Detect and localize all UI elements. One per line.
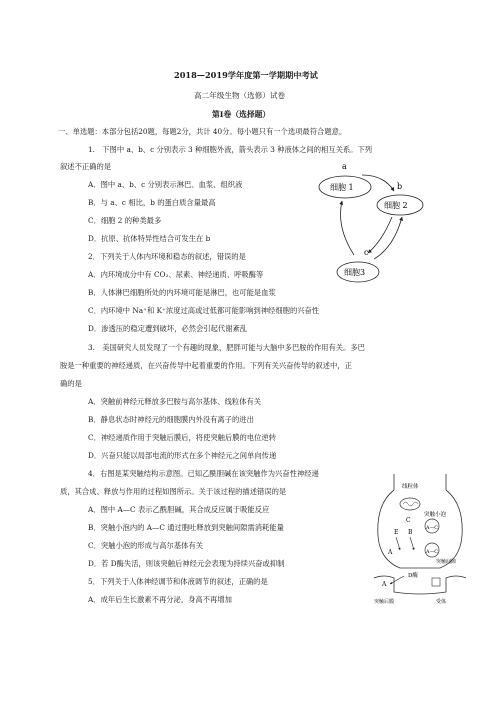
label-ac-1: A—C <box>426 526 438 531</box>
section-title: 第Ⅰ卷（选择题） <box>212 110 271 119</box>
q3-stem-line2: 胺是一种重要的神经递质，在兴奋传导中起着重要的作用。下列有关兴奋传导的叙述中，正 <box>60 361 352 370</box>
q2-option-c: C．内环境中 Na⁺和 K⁺浓度过高或过低都可能影响到神经细胞的兴奋性 <box>88 306 320 315</box>
q5-option-a: A．成年后生长激素不再分泌，身高不再增加 <box>88 595 232 604</box>
label-d-enzyme: D酶 <box>408 573 418 579</box>
arrow-b-c <box>368 217 392 253</box>
exam-subtitle: 高二年级生物（选修）试卷 <box>194 91 286 100</box>
q1-stem-line1: 1. 下图中 a、b、c 分别表示 3 种细胞外液，箭头表示 3 种液体之间的相互关系。下列 <box>88 145 373 154</box>
q4-stem-line1: 4．右图是某突触结构示意图。已知乙酰胆碱在该突触作为兴奋性神经递 <box>88 469 319 478</box>
arrow-c-b <box>374 217 402 259</box>
q3-stem-line1: 3. 美国研究人员发现了一个有趣的现象，肥胖可能与大脑中多巴胺的作用有关。多巴 <box>88 343 365 352</box>
q4-stem-line2: 质，其合成、释放与作用的过程如图所示。关于该过程的描述错误的是 <box>60 487 287 496</box>
q2-option-a: A．内环境成分中有 CO₂、尿素、神经递质、呼吸酶等 <box>88 270 264 279</box>
label-cell1: 细胞 1 <box>330 183 354 192</box>
label-b: B <box>408 529 413 536</box>
arrow-c-a <box>341 201 355 255</box>
q4-option-d: D．若 D酶失活，则该突触后神经元会表现为持续兴奋或抑制 <box>88 559 285 568</box>
label-cleft: 突触间隙 <box>436 559 457 565</box>
label-c: c <box>364 248 369 257</box>
label-e: E <box>394 529 399 536</box>
mitochondrion-cristae <box>403 502 418 506</box>
arrow-e <box>396 537 400 550</box>
q4-option-c: C．突触小泡的形成与高尔基体有关 <box>88 541 204 550</box>
q1-option-c: C．细胞 2 的种类最多 <box>88 216 162 225</box>
q4-option-b: B．突触小泡内的 A—C 通过胞吐释放到突触间隙需消耗能量 <box>88 523 284 532</box>
q3-stem-line3: 确的是 <box>60 379 82 388</box>
label-ac-2: A—C <box>426 550 438 555</box>
q2-option-d: D．渗透压的稳定遭到破坏，必然会引起代谢紊乱 <box>88 324 248 333</box>
q1-option-b: B．与 a、c 相比，b 的蛋白质含量最高 <box>88 198 216 207</box>
label-b: b <box>397 182 403 191</box>
label-mitochondrion: 线粒体 <box>402 484 419 490</box>
label-receptor: 受体 <box>436 599 447 605</box>
q3-option-d: D．兴奋只能以局部电流的形式在多个神经元之间单向传递 <box>88 451 277 460</box>
figure-synapse <box>374 474 466 608</box>
postsynaptic-membrane <box>374 576 466 594</box>
figure-body-fluids <box>304 155 414 285</box>
label-cell3: 细胞3 <box>344 268 366 277</box>
label-postsynaptic: 突触后膜 <box>374 599 395 605</box>
q3-option-c: C．神经递质作用于突触后膜后，将使突触后膜的电位逆转 <box>88 433 277 442</box>
q3-option-b: B．静息状态时神经元的细胞膜内外没有离子的进出 <box>88 415 254 424</box>
instructions: 一、单选题：本部分包括20题，每题2分，共计 40分。每小题只有一个选项最符合题意。 <box>58 127 347 136</box>
q1-option-a: A．图中 a、b、c 分别表示淋巴、血浆、组织液 <box>88 180 243 189</box>
arrow-b <box>410 537 414 550</box>
q2-stem: 2．下列关于人体内环境和稳态的叙述，错误的是 <box>88 252 246 261</box>
receptor <box>432 578 440 586</box>
label-a-2: A <box>382 581 387 588</box>
label-c: C <box>406 517 411 524</box>
q3-option-a: A．突触前神经元释放多巴胺与高尔基体、线粒体有关 <box>88 397 262 406</box>
label-a: a <box>342 162 347 171</box>
q1-option-d: D．抗原、抗体特异性结合可发生在 b <box>88 234 211 243</box>
arrow-a-b <box>362 175 394 191</box>
q1-stem-line2: 叙述不正确的是 <box>60 162 112 171</box>
label-vesicle: 突触小泡 <box>424 512 447 518</box>
q2-option-b: B．人体淋巴细胞所处的内环境可能是淋巴，也可能是血浆 <box>88 288 276 297</box>
label-cell2: 细胞 2 <box>384 201 408 210</box>
q5-stem: 5．下列关于人体神经调节和体液调节的叙述，正确的是 <box>88 577 268 586</box>
label-a: A <box>388 549 393 556</box>
q4-option-a: A．图中 A—C 表示乙酰胆碱，其合成反应属于吸能反应 <box>88 505 270 514</box>
exam-title: 2018—2019学年度第一学期期中考试 <box>174 70 318 80</box>
